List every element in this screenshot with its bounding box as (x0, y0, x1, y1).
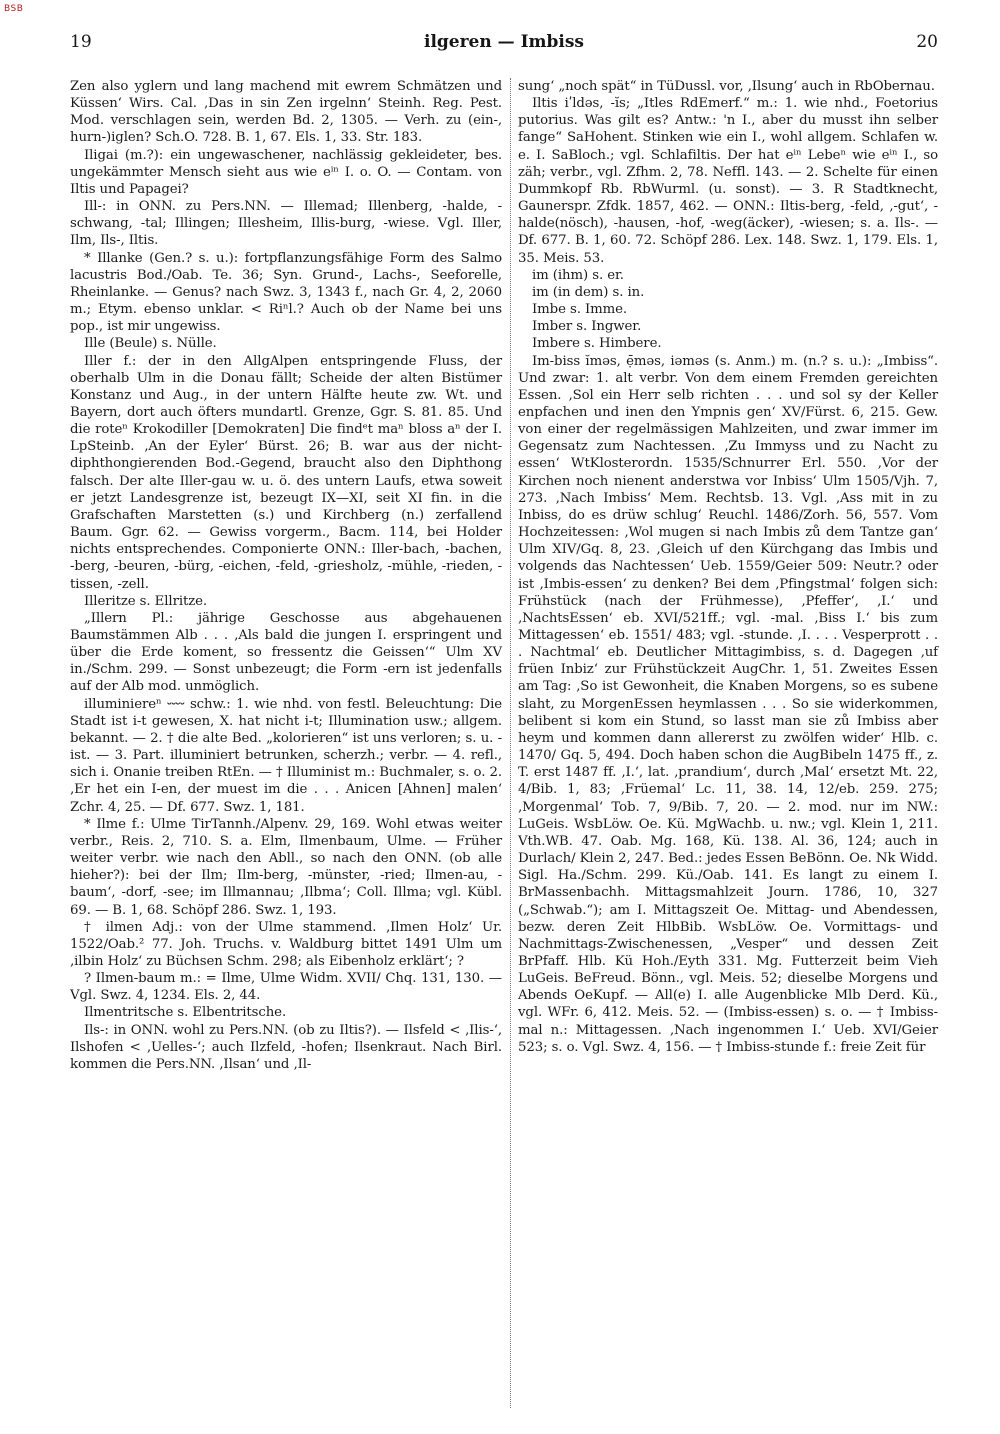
left-column (70, 78, 502, 1073)
entry-imber: Imber s. Ingwer. (532, 319, 642, 335)
entry-im-in-dem: im (in dem) s. in. (532, 284, 645, 300)
page-number-right: 20 (916, 32, 938, 52)
entry-illanke: * Illanke (Gen.? s. u.): fortpflanzungsfähige Form des Salmo lacustris Bod./Oab. Te. 36; Syn. Grund-, Lachs-, Seeforelle, Rheinlanke. — Genus? nach Swz. 3, 1343 f., nach Gr. 4, 2, 2060 m.; Etym. ebenso unklar. < Riⁿl.? Auch ob der Name bei uns pop., ist mir ungewiss. (70, 250, 502, 335)
library-stamp: BSB (4, 4, 24, 14)
entry-ilmentritsche: Ilmentritsche s. Elbentritsche. (84, 1005, 287, 1021)
entry-ils: Ils-: in ONN. wohl zu Pers.NN. (ob zu Iltis?). — Ilsfeld < ‚Ilis-‘, Ilshofen < ‚Uelles-‘; auch Ilzfeld, -hofen; Ilsenkraut. Nach Birl. kommen die Pers.NN. ‚Ilsan‘ und ‚Il- (70, 1022, 502, 1072)
entry-imbiss: Im-biss ĭməs, ẹ̄məs, iəməs (s. Anm.) m. (n.? s. u.): „Imbiss“. Und zwar: 1. alt verbr. Von dem einem Fremden gereichten Essen. ‚Sol ein Herr selb richten . . . und sol sy der Keller enpfachen und inen den Ympnis gen‘ XV/Fürst. 6, 215. Gew. von einer der regelmässigen Mahlzeiten, und zwar immer im Gegensatz zum Nachtessen. ‚Zu Immyss und zu Nacht zu essen‘ WtKlosterordn. 1535/Schnurrer Erl. 550. ‚Vor der Kirchen noch nienent anderstwa vor Inbiss‘ Ulm 1505/Vjh. 7, 273. ‚Nach Imbiss‘ Mem. Rechtsb. 13. Vgl. ‚Ass mit in zu Inbiss, do es drüw schlug‘ Reuchl. 1486/Zorh. 56, 557. Vom Hochzeitessen: ‚Wol mugen si nach Imbis zů dem Tantze gan‘ Ulm XIV/Gq. 8, 23. ‚Gleich uf den Kürchgang das Imbis und volgends das Nachtessen‘ Ueb. 1559/Geier 509: Neutr.? oder ist ‚Imbis-essen‘ zu denken? Bei dem ‚Pfingstmal‘ folgen sich: Frühstück (nach der Frühmesse), ‚Pfeffer‘, ‚I.‘ und ‚NachtsEssen‘ eb. XVI/521ff.; vgl. -mal. ‚Biss I.‘ bis zum Mittagessen‘ eb. 1551/ 483; vgl. -stunde. ‚I. . . . Vesperprott . . . Nachtmal‘ eb. Deutlicher Mittagimbiss, s. d. Dagegen ‚uf früen Inbiz‘ zur Frühstückzeit AugChr. 1, 51. Zweites Essen am Tag: ‚So ist Gewonheit, die Knaben Morgens, so es subene slaht, zu MorgenEssen heymlassen . . . So sie widerkommen, belibent si kom ein Stund, so lasst man sie zů Imbiss aber heym und kommen dann allererst zu zwölfen wider‘ Hlb. c. 1470/ Gq. 5, 494. Doch haben schon die AugBibeln 1475 ff., z. T. erst 1487 ff. ‚I.‘, lat. ‚prandium‘, durch ‚Mal‘ ersetzt Mt. 22, 4/Bib. 1, 83; ‚Früemal‘ Lc. 11, 38. 14, 12/eb. 259. 275; ‚Morgenmal‘ Tob. 7, 9/Bib. 7, 20. — 2. mod. nur im NW.: LuGeis. WsbLöw. Oe. Kü. MgWachb. u. nw.; vgl. Klein 1, 211. Vth.WB. 47. Oab. Mg. 168, Kü. 138. Al. 36, 124; auch in Durlach/ Klein 2, 247. Bed.: jedes Essen BeBönn. Oe. Nk Widd. Sigl. Ha./Schm. 299. Kü./Oab. 141. Es langt zu einem I. BrMassenbachh. Mittagsmahlzeit Journ. 1786, 10, 327 („Schwab.“); am I. Mittagszeit Oe. Mittag- und Abendessen, bezw. deren Zeit HlbBib. WsbLöw. Oe. Vormittags- und Nachmittags-Zwischenessen, „Vesper“ und dessen Zeit BrPfaff. Hlb. Kü Hoh./Eyth 331. Mg. Futterzeit beim Vieh LuGeis. BeFreud. Bönn., vgl. Meis. 52; dieselbe Morgens und Abends OeKupf. — All(e) I. alle Augenblicke Mlb Derd. Kü., vgl. WFr. 6, 412. Meis. 52. — (Imbiss-essen) s. o. — † Imbiss-mal n.: Mittagessen. ‚Nach ingenommen I.‘ Ueb. XVI/Geier 523; s. o. Vgl. Swz. 4, 156. — † Imbiss-stunde f.: freie Zeit für (518, 353, 938, 1055)
entry-ilme: * Ilme f.: Ulme TirTannh./Alpenv. 29, 169. Wohl etwas weiter verbr., Reis. 2, 710. S. a. Elm, Ilmenbaum, Ulme. — Früher weiter verbr. wie nach den Abll., so nach den ONN. (ob alle hieher?): bei der Ilm; Ilm-berg, -münster, -ried; Ilmen-au, -baum‘, -dorf, -see; im Illmannau; ‚Ilbma‘; Coll. Illma; vgl. Kübl. 69. — B. 1, 68. Schöpf 286. Swz. 1, 193. (70, 816, 502, 918)
entry-imbe: Imbe s. Imme. (532, 302, 628, 318)
entry-iltis: Iltis iʹldəs, -ĭs; „Itles RdEmerf.“ m.: 1. wie nhd., Foetorius putorius. Was gilt es? Antw.: 'n I., aber du musst ihn selber fange“ SaHohent. Stinken wie ein I., wohl allgem. Schlafen w. e. I. SaBloch.; vgl. Schlafiltis. Der hat eⁱⁿ Lebeⁿ wie eⁱⁿ I., so zäh; verbr., vgl. Zfhm. 2, 78. Neffl. 143. — 2. Schelte für einen Dummkopf Rb. RbWurml. (u. sonst). — 3. R Stadtknecht, Gaunerspr. Zfdk. 1857, 462. — ONN.: Iltis-berg, -feld, ‚-gut‘, -halde(nösch), -hausen, -hof, -weg(äcker), -wiesen; s. a. Ils-. — Df. 677. B. 1, 60. 72. Schöpf 286. Lex. 148. Swz. 1, 179. Els. 1, 35. Meis. 53. (518, 96, 938, 266)
entry-ille: Ille (Beule) s. Nülle. (84, 336, 217, 352)
entry-illuminieren: illuminiereⁿ ⏑⏑⏑⏑ schw.: 1. wie nhd. von festl. Beleuchtung: Die Stadt ist i-t gewesen, X. hat nicht i-t; Illumination usw.; allgem. bekannt. — 2. † die alte Bed. „kolorieren“ ist uns verloren; s. u. -ist. — 3. Part. illuminiert betrunken, scherzh.; verbr. — 4. refl., sich i. Onanie treiben RtEn. — † Illuminist m.: Buchmaler, s. o. 2. ‚Er het ein I-en, der muest im die . . . Anicen [Ahnen] malen‘ Zchr. 4, 25. — Df. 677. Swz. 1, 181. (70, 696, 502, 815)
right-column (518, 78, 938, 1056)
entry-ill: Ill-: in ONN. zu Pers.NN. — Illemad; Illenberg, -halde, -schwang, -tal; Illingen; Illesheim, Illis-burg, -wiese. Vgl. Iller, Ilm, Ils-, Iltis. (70, 199, 502, 249)
entry-ilmen-baum: ? Ilmen-baum m.: = Ilme, Ulme Widm. XVII/ Chq. 131, 130. — Vgl. Swz. 4, 1234. Els. 2, 44. (70, 971, 502, 1004)
entry-ilmen: † ilmen Adj.: von der Ulme stammend. ‚Ilmen Holz‘ Ur. 1522/Oab.² 77. Joh. Truchs. v. Waldburg bittet 1491 Ulm um ‚ilbin Holz‘ zu Büchsen Schm. 298; als Eibenholz erklärt‘; ? (70, 919, 502, 969)
column-divider (510, 78, 511, 1408)
entry-ilgeren-cont: Zen also yglern und lang machend mit ewrem Schmätzen und Küssen‘ Wirs. Cal. ‚Das in sin Zen irgelnn‘ Steinh. Reg. Pest. Mod. verschlagen sein, werden Bd. 2, 1305. — Verh. zu (ein-, hurn-)iglen? Sch.O. 728. B. 1, 67. Els. 1, 33. Str. 183. (70, 79, 502, 146)
entry-ils-cont: sung‘ „noch spät“ in TüDussl. vor, ‚Ilsung‘ auch in RbObernau. (518, 79, 935, 94)
entry-iller: Iller f.: der in den AllgAlpen entspringende Fluss, der oberhalb Ulm in die Donau fällt; Scheide der alten Bistümer Konstanz und Aug., in der untern Hälfte heute zw. Wt. und Bayern, dort auch öfters mundartl. Grenze, Ggr. S. 81. 85. Und die roteⁿ Krokodiller [Demokraten] Die findᵉt maⁿ bloss aⁿ der I. LpSteinb. ‚An der Eyler‘ Bürst. 26; B. war aus der nicht-diphthongierenden Bod.-Gegend, braucht also den Diphthong falsch. Der alte Iller-gau w. u. ö. des untern Laufs, etwa soweit er jetzt Landesgrenze ist, bezeugt IX—XI, seit XI fin. in die Grafschaften Marstetten (s.) und Kirchberg (n.) zerfallend Baum. Ggr. 62. — Gewiss vorgerm., Bacm. 114, bei Holder nichts entsprechendes. Componierte ONN.: Iller-bach, -bachen, -berg, -beuren, -bürg, -eichen, -feld, -griesholz, -mühle, -rieden, -tissen, -zell. (70, 353, 502, 592)
entry-im-ihm: im (ihm) s. er. (532, 267, 624, 283)
entry-illeritze: Illeritze s. Ellritze. (84, 593, 208, 609)
running-title: ilgeren — Imbiss (423, 32, 584, 52)
page-number-left: 19 (70, 32, 92, 52)
entry-iligai: Iligai (m.?): ein ungewaschener, nachlässig gekleideter, bes. ungekämmter Mensch sieht aus wie eⁱⁿ I. o. O. — Contam. von Iltis und Papagei? (70, 147, 502, 197)
entry-imbere: Imbere s. Himbere. (532, 336, 662, 352)
entry-illern: „Illern Pl.: jährige Geschosse aus abgehauenen Baumstämmen Alb . . . ‚Als bald die jungen I. erspringent und über die Erde koment, so fressentz die Geissen‘“ Ulm XV in./Schm. 299. — Sonst unbezeugt; die Form -ern ist jedenfalls auf der Alb mod. unmöglich. (70, 610, 502, 695)
page-header (70, 32, 938, 56)
